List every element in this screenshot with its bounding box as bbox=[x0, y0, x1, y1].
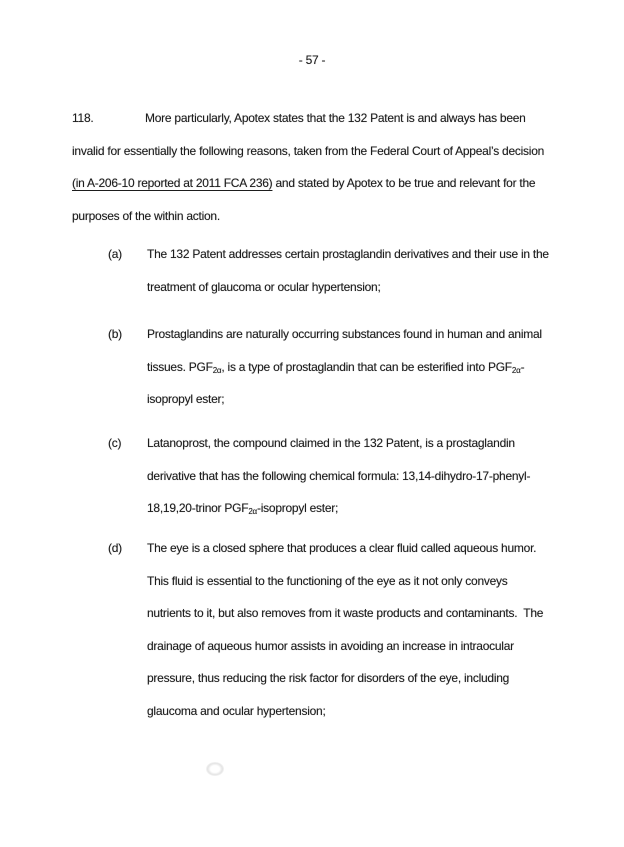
text-line bbox=[147, 695, 543, 728]
text-line bbox=[72, 102, 544, 135]
text-segment: glaucoma and ocular hypertension; bbox=[147, 703, 326, 718]
text-segment: tissues. PGF bbox=[147, 359, 213, 374]
subparagraph-label: (d) bbox=[108, 541, 122, 555]
subparagraph-c bbox=[108, 427, 530, 525]
text-segment: nutrients to it, but also removes from it waste products and contaminants. The bbox=[147, 606, 544, 620]
text-segment: 18,19,20-trinor PGF bbox=[147, 501, 249, 515]
paragraph-118 bbox=[72, 102, 544, 232]
subscript-text: 2α bbox=[248, 507, 257, 516]
text-segment: The eye is a closed sphere that produces a clear fluid called aqueous humor. bbox=[147, 541, 537, 555]
text-line bbox=[147, 565, 543, 598]
text-line bbox=[147, 383, 542, 416]
text-segment: This fluid is essential to the functioning of the eye as it not only conveys bbox=[147, 573, 508, 588]
subparagraph-d bbox=[108, 532, 543, 727]
paragraph-number: 118. bbox=[72, 111, 94, 125]
text-segment: drainage of aqueous humor assists in avoiding an increase in intraocular bbox=[147, 638, 514, 653]
text-line bbox=[147, 271, 549, 304]
text-segment: -isopropyl ester; bbox=[257, 501, 339, 515]
text-line bbox=[147, 351, 542, 384]
text-line bbox=[147, 460, 530, 493]
underlined-citation: (in A-206-10 reported at 2011 FCA 236) bbox=[72, 176, 273, 190]
text-segment: isopropyl ester; bbox=[147, 392, 225, 406]
subparagraph-b bbox=[108, 318, 542, 416]
subscript-text: 2α bbox=[511, 365, 521, 375]
scan-smudge-artifact bbox=[206, 762, 224, 776]
subscript-text: 2α bbox=[212, 365, 222, 375]
text-segment: More particularly, Apotex states that the 132 Patent is and always has been bbox=[145, 111, 526, 125]
text-line bbox=[72, 200, 544, 233]
text-line bbox=[147, 318, 542, 351]
text-line bbox=[147, 662, 543, 695]
text-segment: treatment of glaucoma or ocular hypertension; bbox=[147, 279, 381, 294]
text-segment: derivative that has the following chemical formula: 13,14-dihydro-17-phenyl- bbox=[147, 468, 531, 483]
text-line bbox=[147, 597, 543, 630]
text-line bbox=[147, 238, 549, 271]
subparagraph-label: (c) bbox=[108, 436, 122, 450]
text-segment: , is a type of prostaglandin that can be esterified into PGF bbox=[221, 359, 512, 374]
subparagraph-label: (a) bbox=[108, 247, 122, 261]
text-line bbox=[72, 167, 544, 200]
subparagraph-label: (b) bbox=[108, 327, 122, 341]
text-segment: pressure, thus reducing the risk factor for disorders of the eye, including bbox=[147, 671, 510, 685]
text-line bbox=[147, 532, 543, 565]
text-segment: Prostaglandins are naturally occurring substances found in human and animal bbox=[147, 327, 542, 341]
text-segment: Latanoprost, the compound claimed in the 132 Patent, is a prostaglandin bbox=[147, 436, 515, 450]
text-segment: purposes of the within action. bbox=[72, 208, 220, 223]
text-line bbox=[72, 135, 544, 168]
text-segment: The 132 Patent addresses certain prostaglandin derivatives and their use in the bbox=[147, 247, 549, 261]
text-line bbox=[147, 427, 530, 460]
text-line bbox=[147, 492, 530, 525]
text-segment: invalid for essentially the following reasons, taken from the Federal Court of Appeal’s decision bbox=[72, 143, 545, 158]
subparagraph-a bbox=[108, 238, 549, 303]
text-segment: - bbox=[520, 359, 525, 374]
text-segment: and stated by Apotex to be true and relevant for the bbox=[272, 176, 536, 190]
text-line bbox=[147, 630, 543, 663]
page-number: - 57 - bbox=[298, 53, 326, 67]
